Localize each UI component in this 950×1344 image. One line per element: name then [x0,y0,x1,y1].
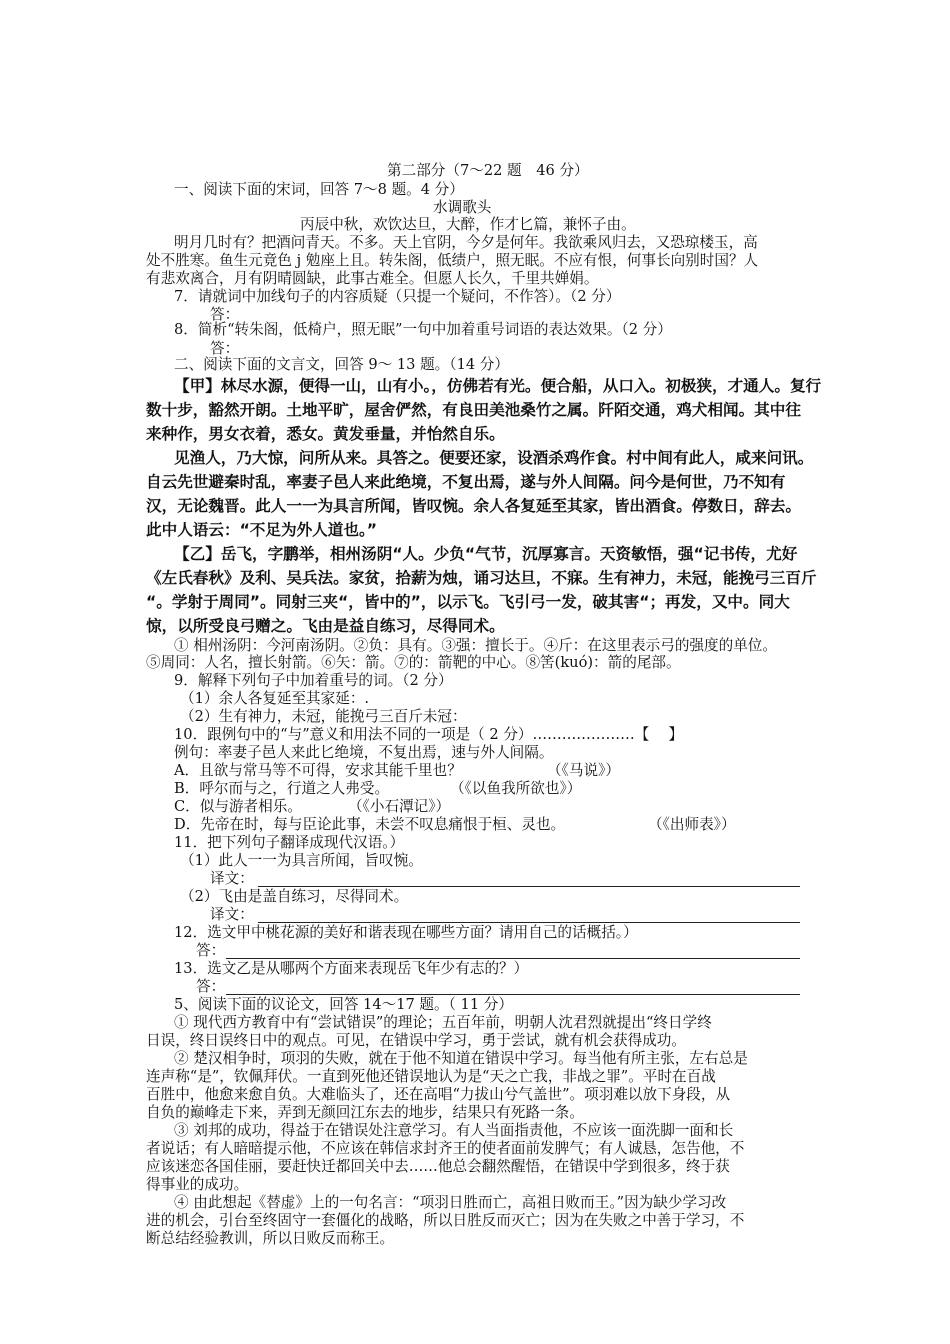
annotation-line: ① 相州汤阴：今河南汤阴。②负：具有。③强：擅长于。④斤：在这里表示弓的强度的单位。 [174,637,777,654]
essay-line: 应该迷恋各国佳丽，要赶快迁都回关中去……他总会翻然醒悟，在错误中学到很多，终于获 [146,1158,730,1175]
q10-option-b: B．呼尔而与之，行道之人弗受。 [174,780,390,797]
question-7: 7．请就词中加线句子的内容质疑（只提一个疑问，不作答）。（2 分） [174,288,621,305]
essay-line: 者说话；有人暗暗提示他，不应该在韩信求封齐王的使者面前发脾气；有人诚恳，怎告他，不 [146,1140,745,1157]
q11-answer-line[interactable] [258,922,800,923]
jia-text-line: 数十步，豁然开朗。土地平旷，屋舍俨然，有良田美池桑竹之属。阡陌交通，鸡犬相闻。其中往 [146,401,801,419]
q13-answer-label: 答： [196,978,226,995]
jia-text-line: 自云先世避秦时乱，率妻子邑人来此绝境，不复出焉，遂与外人间隔。问今是何世，乃不知有 [146,473,786,491]
jia-text-line: 见渔人，乃大惊，问所从来。具答之。便要还家，设酒杀鸡作食。村中间有此人，咸来问讯。 [174,449,814,467]
essay-line: 日误，终日误终日中的观点。可见，在错误中学习，勇于尝试，就有机会获得成功。 [146,1032,686,1049]
q9-item: （2）生有神力，未冠，能挽弓三百斤未冠： [180,708,467,725]
q10-option-c: C．似与游者相乐。 [174,798,302,815]
section1-heading: 一、阅读下面的宋词，回答 7～8 题。4 分） [174,181,464,198]
q9-item: （1）余人各复延至其家延：. [180,690,370,707]
q10-option-a: A．且欲与常马等不可得，安求其能千里也？ [174,762,462,779]
q11-sentence: （2）飞由是盖自练习，尽得同术。 [180,888,409,905]
poem-preface: 丙辰中秋，欢饮达旦，大醉，作才匕篇，兼怀子由。 [300,216,636,233]
essay-line: 自负的巅峰走下来，弄到无颜回江东去的地步，结果只有死路一条。 [146,1104,584,1121]
essay-line: 得事业的成功。 [146,1176,249,1193]
poem-line: 有悲欢离合，月有阴晴圆缺，此事古难全。但愿人长久，千里共婵娟。 [146,270,599,287]
question-13: 13．选文乙是从哪两个方面来表现岳飞年少有志的？） [174,960,529,977]
q11-translation-label: 译文： [210,870,254,887]
section3-heading: 5、阅读下面的议论文，回答 14～17 题。（ 11 分） [174,996,513,1013]
jia-text-line: 此中人语云：“不足为外人道也。” [146,521,378,539]
part-title: 第二部分（7～22 题 46 分） [387,162,589,179]
question-8: 8．简析“转朱阁，低椅户，照无眠”一句中加着重号词语的表达效果。（2 分） [174,321,672,338]
essay-line: 连声称“是”，钦佩拜伏。一直到死他还错误地认为是“天之亡我，非战之罪”。平时在百战 [146,1068,716,1085]
q8-answer-label: 答： [210,340,240,357]
yi-text-line: 【乙】岳飞，字鹏举，相州汤阴“人。少负“气节，沉厚寡言。天资敏悟，强“记书传，尤好 [174,545,798,563]
q11-answer-line[interactable] [258,886,800,887]
q10-option-a-source: （《马说》） [547,762,620,779]
essay-line: ① 现代西方教育中有“尝试错误”的理论；五百年前，明朝人沈君烈就提出“终日学终 [174,1014,712,1031]
question-10: 10．跟例句中的“与”意义和用法不同的一项是（ 2 分）…………………【 】 [174,726,684,743]
essay-line: ② 楚汉相争时，项羽的失败，就在于他不知道在错误中学习。每当他有所主张，左右总是 [174,1050,748,1067]
question-12: 12．选文甲中桃花源的美好和谐表现在哪些方面？请用自己的话概括。） [174,924,638,941]
jia-text-line: 来种作，男女衣着，悉女。黄发垂量，并怡然自乐。 [146,425,505,443]
q12-answer-line[interactable] [226,958,800,959]
poem-line: 明月几时有？把酒问青天。不多。天上官阴，今夕是何年。我欲乘风归去，又恐琼楼玉，高 [174,234,758,251]
q11-translation-label: 译文： [210,906,254,923]
q7-answer-label: 答： [210,306,240,323]
q11-sentence: （1）此人一一为具言所闻，旨叹惋。 [180,852,423,869]
essay-line: ③ 刘邦的成功，得益于在错误处注意学习。有人当面指责他，不应该一面洗脚一面和长 [174,1122,734,1139]
q12-answer-label: 答： [196,942,226,959]
annotation-line: ⑤周同：人名，擅长射箭。⑥矢：箭。⑦的：箭靶的中心。⑧筈(kuó)：箭的尾部。 [146,654,681,671]
question-9: 9．解释下列句子中加着重号的词。（2 分） [174,672,453,689]
q10-option-d: D．先帝在时，每与臣论此事，未尝不叹息痛恨于桓、灵也。 [174,816,566,833]
q13-answer-line[interactable] [226,994,800,995]
q10-option-b-source: （《以鱼我所欲也》） [450,780,582,797]
q10-option-c-source: （《小石潭记》） [348,798,451,815]
essay-line: 百胜中，他愈来愈自负。大难临头了，还在高唱“力拔山兮气盖世”。项羽难以放下身段，从 [146,1086,731,1103]
jia-text-line: 【甲】林尽水源，便得一山，山有小。，仿佛若有光。便合船，从口入。初极狭，才通人。复行 [174,377,822,395]
q10-example: 例句：率妻子邑人来此匕绝境，不复出焉，速与外人间隔。 [174,744,554,761]
q10-option-d-source: （《出师表》） [648,816,736,833]
yi-text-line: 《左氏春秋》及利、吴兵法。家贫，拾薪为烛，诵习达旦，不寐。生有神力，未冠，能挽弓三百斤 [146,569,817,587]
question-11: 11．把下列句子翻译成现代汉语。） [174,834,405,851]
yi-text-line: 惊，以所受良弓赠之。飞由是益自练习，尽得同术。 [146,617,505,635]
essay-line: ④ 由此想起《替虚》上的一句名言：“项羽日胜而亡，高祖日败而王。”因为缺少学习改 [174,1194,727,1211]
jia-text-line: 汉，无论魏晋。此人一一为具言所闻，皆叹惋。余人各复延至其家，皆出酒食。停数日，辞去。 [146,497,801,515]
yi-text-line: “。学射于周同”。同射三夹“，皆中的”，以示飞。飞引弓一发，破其害“；再发，又中。同大 [146,593,790,611]
section2-heading: 二、阅读下面的文言文，回答 9～ 13 题。（14 分） [174,356,509,373]
essay-line: 进的机会，引台至终固守一套僵化的战略，所以日胜反而灭亡；因为在失败之中善于学习，不 [146,1212,745,1229]
essay-line: 断总结经验教训，所以日败反而称王。 [146,1230,395,1247]
poem-title: 水调歌头 [433,199,492,216]
poem-line: 处不胜寒。鱼生元竟色 j 勉座上且。转朱阁，低绩户，照无眠。不应有恨，何事长向别时国？人 [146,252,759,269]
